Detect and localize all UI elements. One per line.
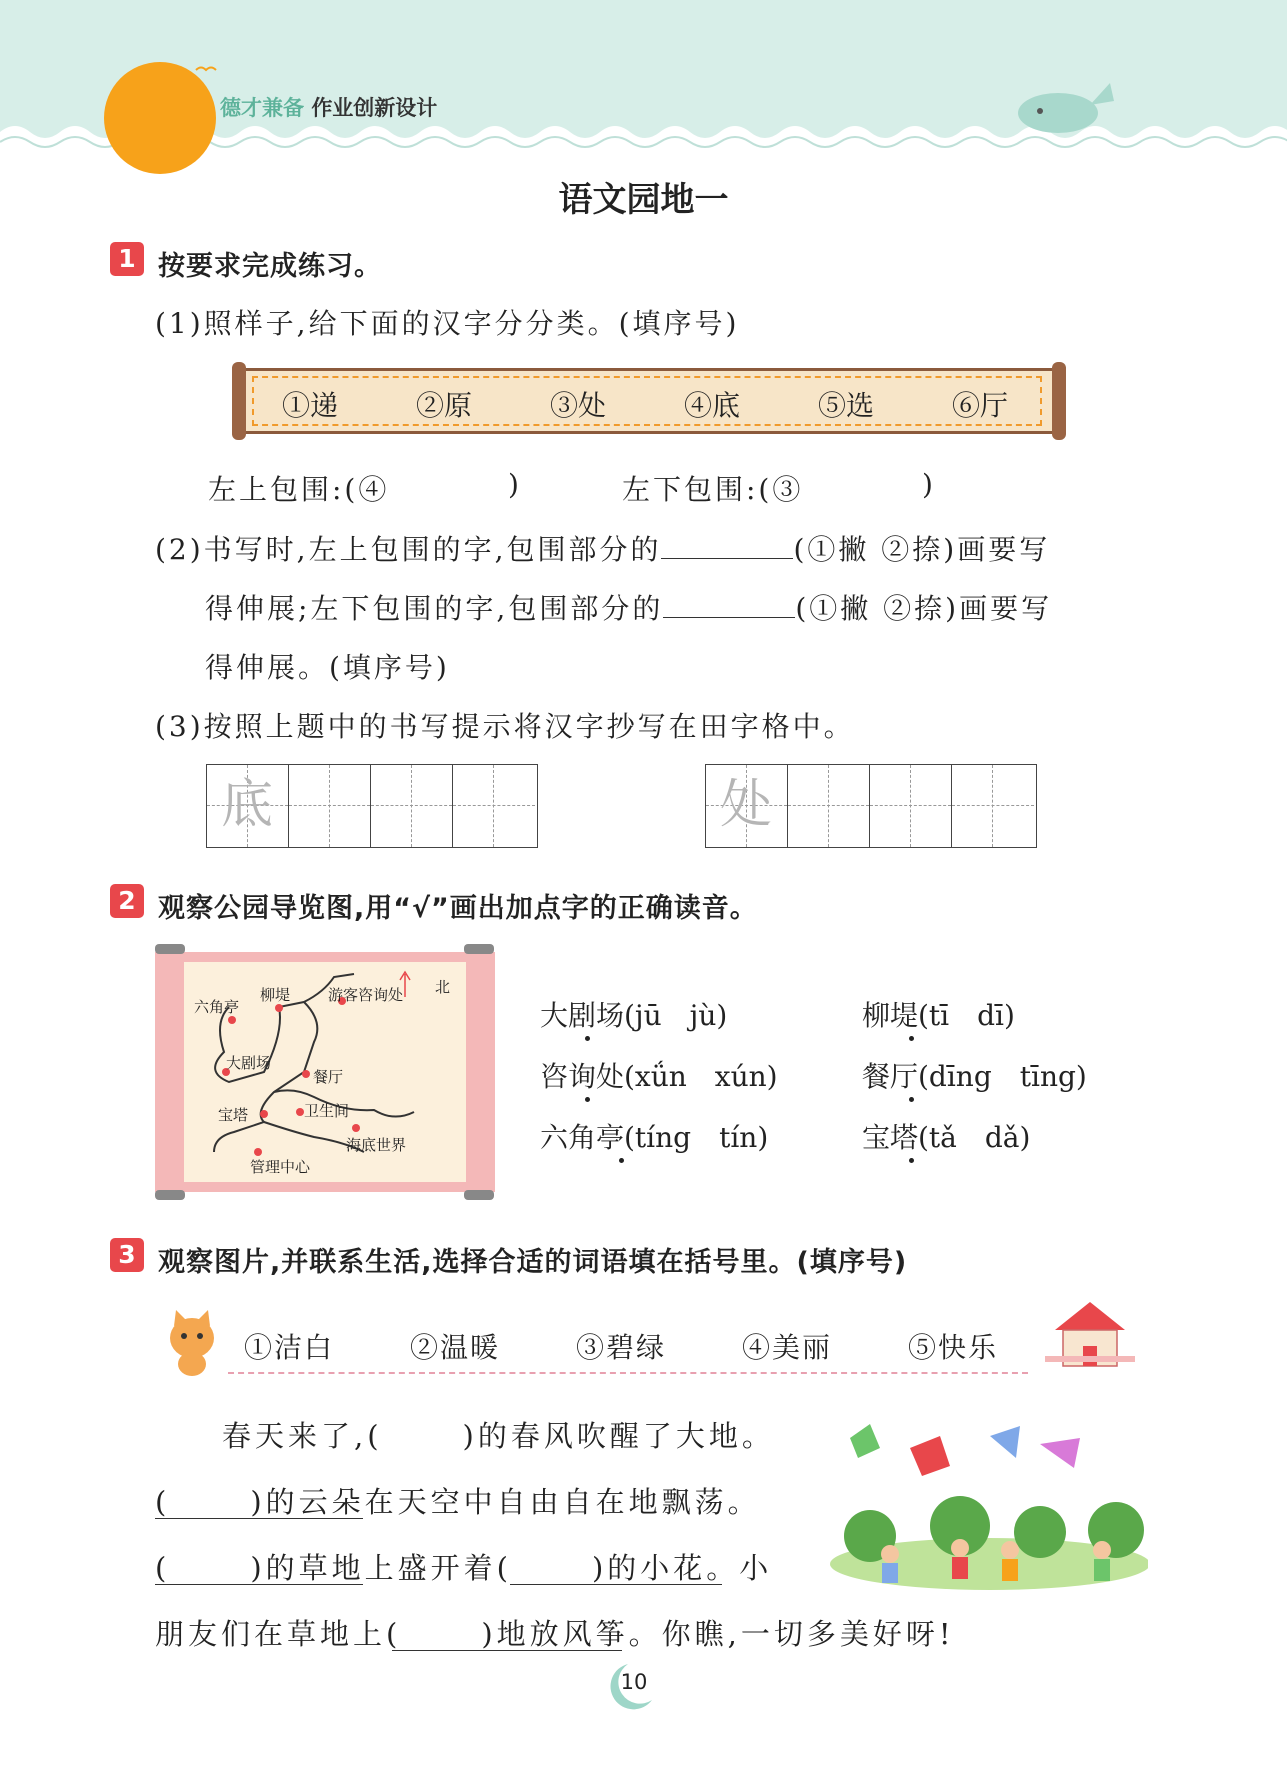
brand-dark-text: 作业创新设计 <box>311 96 438 120</box>
pinyin-item-1[interactable]: 大剧场(jū jù) <box>540 999 728 1032</box>
p4-b: )地放风筝。你瞧,一切多美好呀! <box>481 1617 955 1651</box>
map-label-guanli: 管理中心 <box>250 1158 311 1176</box>
q1-sub2-line2-b: (①撇 ②捺)画要写 <box>795 592 1053 625</box>
question-3-title: 观察图片,并联系生活,选择合适的词语填在括号里。(填序号) <box>158 1247 908 1278</box>
scroll-item-1: ①递 <box>282 389 339 422</box>
q1-sub2-line2-a: 得伸展;左下包围的字,包围部分的 <box>205 592 664 625</box>
q1-sub3-text: (3)按照上题中的书写提示将汉字抄写在田字格中。 <box>155 710 855 743</box>
p2-a: ( <box>155 1485 171 1519</box>
q1-sub1-text: (1)照样子,给下面的汉字分分类。(填序号) <box>155 307 740 340</box>
map-roller <box>155 944 185 954</box>
map-label-dajuchang: 大剧场 <box>226 1054 272 1072</box>
whale-icon <box>1010 75 1120 135</box>
scroll-item-6: ⑥厅 <box>952 389 1009 422</box>
word-underline <box>155 1584 363 1585</box>
grid-cell[interactable] <box>207 765 289 847</box>
pinyin-item-2[interactable]: 柳堤(tī dī) <box>862 999 1015 1032</box>
q1-sub2-line1-b: (①撇 ②捺)画要写 <box>793 533 1051 566</box>
word-option-2: ②温暖 <box>410 1331 501 1364</box>
writing-grid-1[interactable] <box>206 764 538 848</box>
grid-cell[interactable] <box>289 765 371 847</box>
emphasis-dot <box>909 1036 914 1041</box>
q1-sub2-line2 <box>205 587 1052 627</box>
scroll-item-2: ②原 <box>416 389 473 422</box>
scroll-roller-left <box>232 362 246 440</box>
word-option-3: ③碧绿 <box>576 1331 667 1364</box>
page-number: 10 <box>620 1670 648 1694</box>
question-number-2: 2 <box>110 884 144 918</box>
character-scroll-inner <box>252 376 1042 426</box>
q1-sub2-line1 <box>155 528 1050 568</box>
p3-b: )的草地上盛开着( <box>250 1551 512 1585</box>
q3-paragraph-line1 <box>222 1414 775 1455</box>
scroll-item-3: ③处 <box>550 389 607 422</box>
emphasis-dot <box>909 1158 914 1163</box>
p4-a: 朋友们在草地上( <box>155 1617 402 1651</box>
grid-cell[interactable] <box>706 765 788 847</box>
q3-paragraph-line3 <box>155 1546 772 1587</box>
pinyin-item-5[interactable]: 六角亭(tíng tín) <box>540 1121 769 1154</box>
map-label-baota: 宝塔 <box>218 1106 249 1124</box>
q3-paragraph-line4 <box>155 1612 955 1653</box>
word-underline <box>510 1584 722 1585</box>
map-roller <box>464 944 494 954</box>
p3-c: )的小花。小 <box>591 1551 773 1585</box>
q1-sub2-line1-a: (2)书写时,左上包围的字,包围部分的 <box>155 533 662 566</box>
pinyin-item-6[interactable]: 宝塔(tǎ dǎ) <box>862 1121 1031 1154</box>
word-option-5: ⑤快乐 <box>908 1331 999 1364</box>
grid-cell[interactable] <box>788 765 870 847</box>
word-option-1: ①洁白 <box>244 1331 335 1364</box>
grid-cell[interactable] <box>870 765 952 847</box>
map-marker <box>254 1148 262 1156</box>
map-marker <box>228 1016 236 1024</box>
question-1-title: 按要求完成练习。 <box>158 251 382 282</box>
map-label-youke: 游客咨询处 <box>328 986 404 1004</box>
house-icon <box>1045 1296 1135 1374</box>
word-underline <box>392 1650 622 1651</box>
map-label-weishengjian: 卫生间 <box>304 1102 350 1120</box>
answer-right-close: ) <box>922 468 936 501</box>
emphasis-dot <box>619 1158 624 1163</box>
kite-flying-illustration <box>830 1418 1148 1590</box>
map-label-north: 北 <box>435 978 451 996</box>
question-2-title: 观察公园导览图,用“√”画出加点字的正确读音。 <box>158 893 758 924</box>
answer-left-close: ) <box>508 468 522 501</box>
map-label-liujiaoting: 六角亭 <box>194 998 240 1016</box>
brand-title <box>220 92 437 122</box>
emphasis-dot <box>909 1097 914 1102</box>
emphasis-dot <box>585 1036 590 1041</box>
pinyin-item-3[interactable]: 咨询处(xǘn xún) <box>540 1060 778 1093</box>
word-option-4: ④美丽 <box>742 1331 833 1364</box>
p1-a: 春天来了,( <box>222 1419 383 1453</box>
map-marker <box>352 1124 360 1132</box>
map-roller <box>155 1190 185 1200</box>
p1-b: )的春风吹醒了大地。 <box>462 1419 775 1453</box>
grid-1-sample-char: 底 <box>220 775 273 835</box>
fill-blank-2[interactable] <box>663 587 795 618</box>
map-label-liudi: 柳堤 <box>260 986 291 1004</box>
map-marker <box>296 1108 304 1116</box>
scroll-roller-right <box>1052 362 1066 440</box>
word-underline <box>155 1518 363 1519</box>
question-number-1: 1 <box>110 242 144 276</box>
map-marker <box>275 1004 283 1012</box>
map-marker <box>260 1110 268 1118</box>
question-number-3: 3 <box>110 1238 144 1272</box>
page-title: 语文园地一 <box>558 180 729 220</box>
cat-icon <box>160 1308 226 1378</box>
p3-a: ( <box>155 1551 171 1585</box>
map-roller <box>464 1190 494 1200</box>
answer-left-label: 左上包围:(④ <box>208 473 390 506</box>
scroll-item-5: ⑤选 <box>818 389 875 422</box>
scroll-item-4: ④底 <box>684 389 741 422</box>
p2-b: )的云朵在天空中自由自在地飘荡。 <box>250 1485 761 1519</box>
grid-cell[interactable] <box>371 765 453 847</box>
grid-cell[interactable] <box>453 765 535 847</box>
brand-green-text: 德才兼备 <box>220 96 304 120</box>
fill-blank-1[interactable] <box>661 528 793 559</box>
pinyin-item-4[interactable]: 餐厅(dīng tīng) <box>862 1060 1087 1093</box>
writing-grid-2[interactable] <box>705 764 1037 848</box>
map-label-canting: 餐厅 <box>313 1068 344 1086</box>
grid-cell[interactable] <box>952 765 1034 847</box>
answer-right-label: 左下包围:(③ <box>622 473 804 506</box>
emphasis-dot <box>585 1097 590 1102</box>
grid-2-sample-char: 处 <box>719 775 772 835</box>
map-label-haidi: 海底世界 <box>346 1136 407 1154</box>
word-options-underline <box>228 1372 1028 1374</box>
map-marker <box>302 1070 310 1078</box>
q3-paragraph-line2 <box>155 1480 761 1521</box>
q1-sub2-line3: 得伸展。(填序号) <box>205 651 450 684</box>
bird-icon <box>150 58 220 88</box>
